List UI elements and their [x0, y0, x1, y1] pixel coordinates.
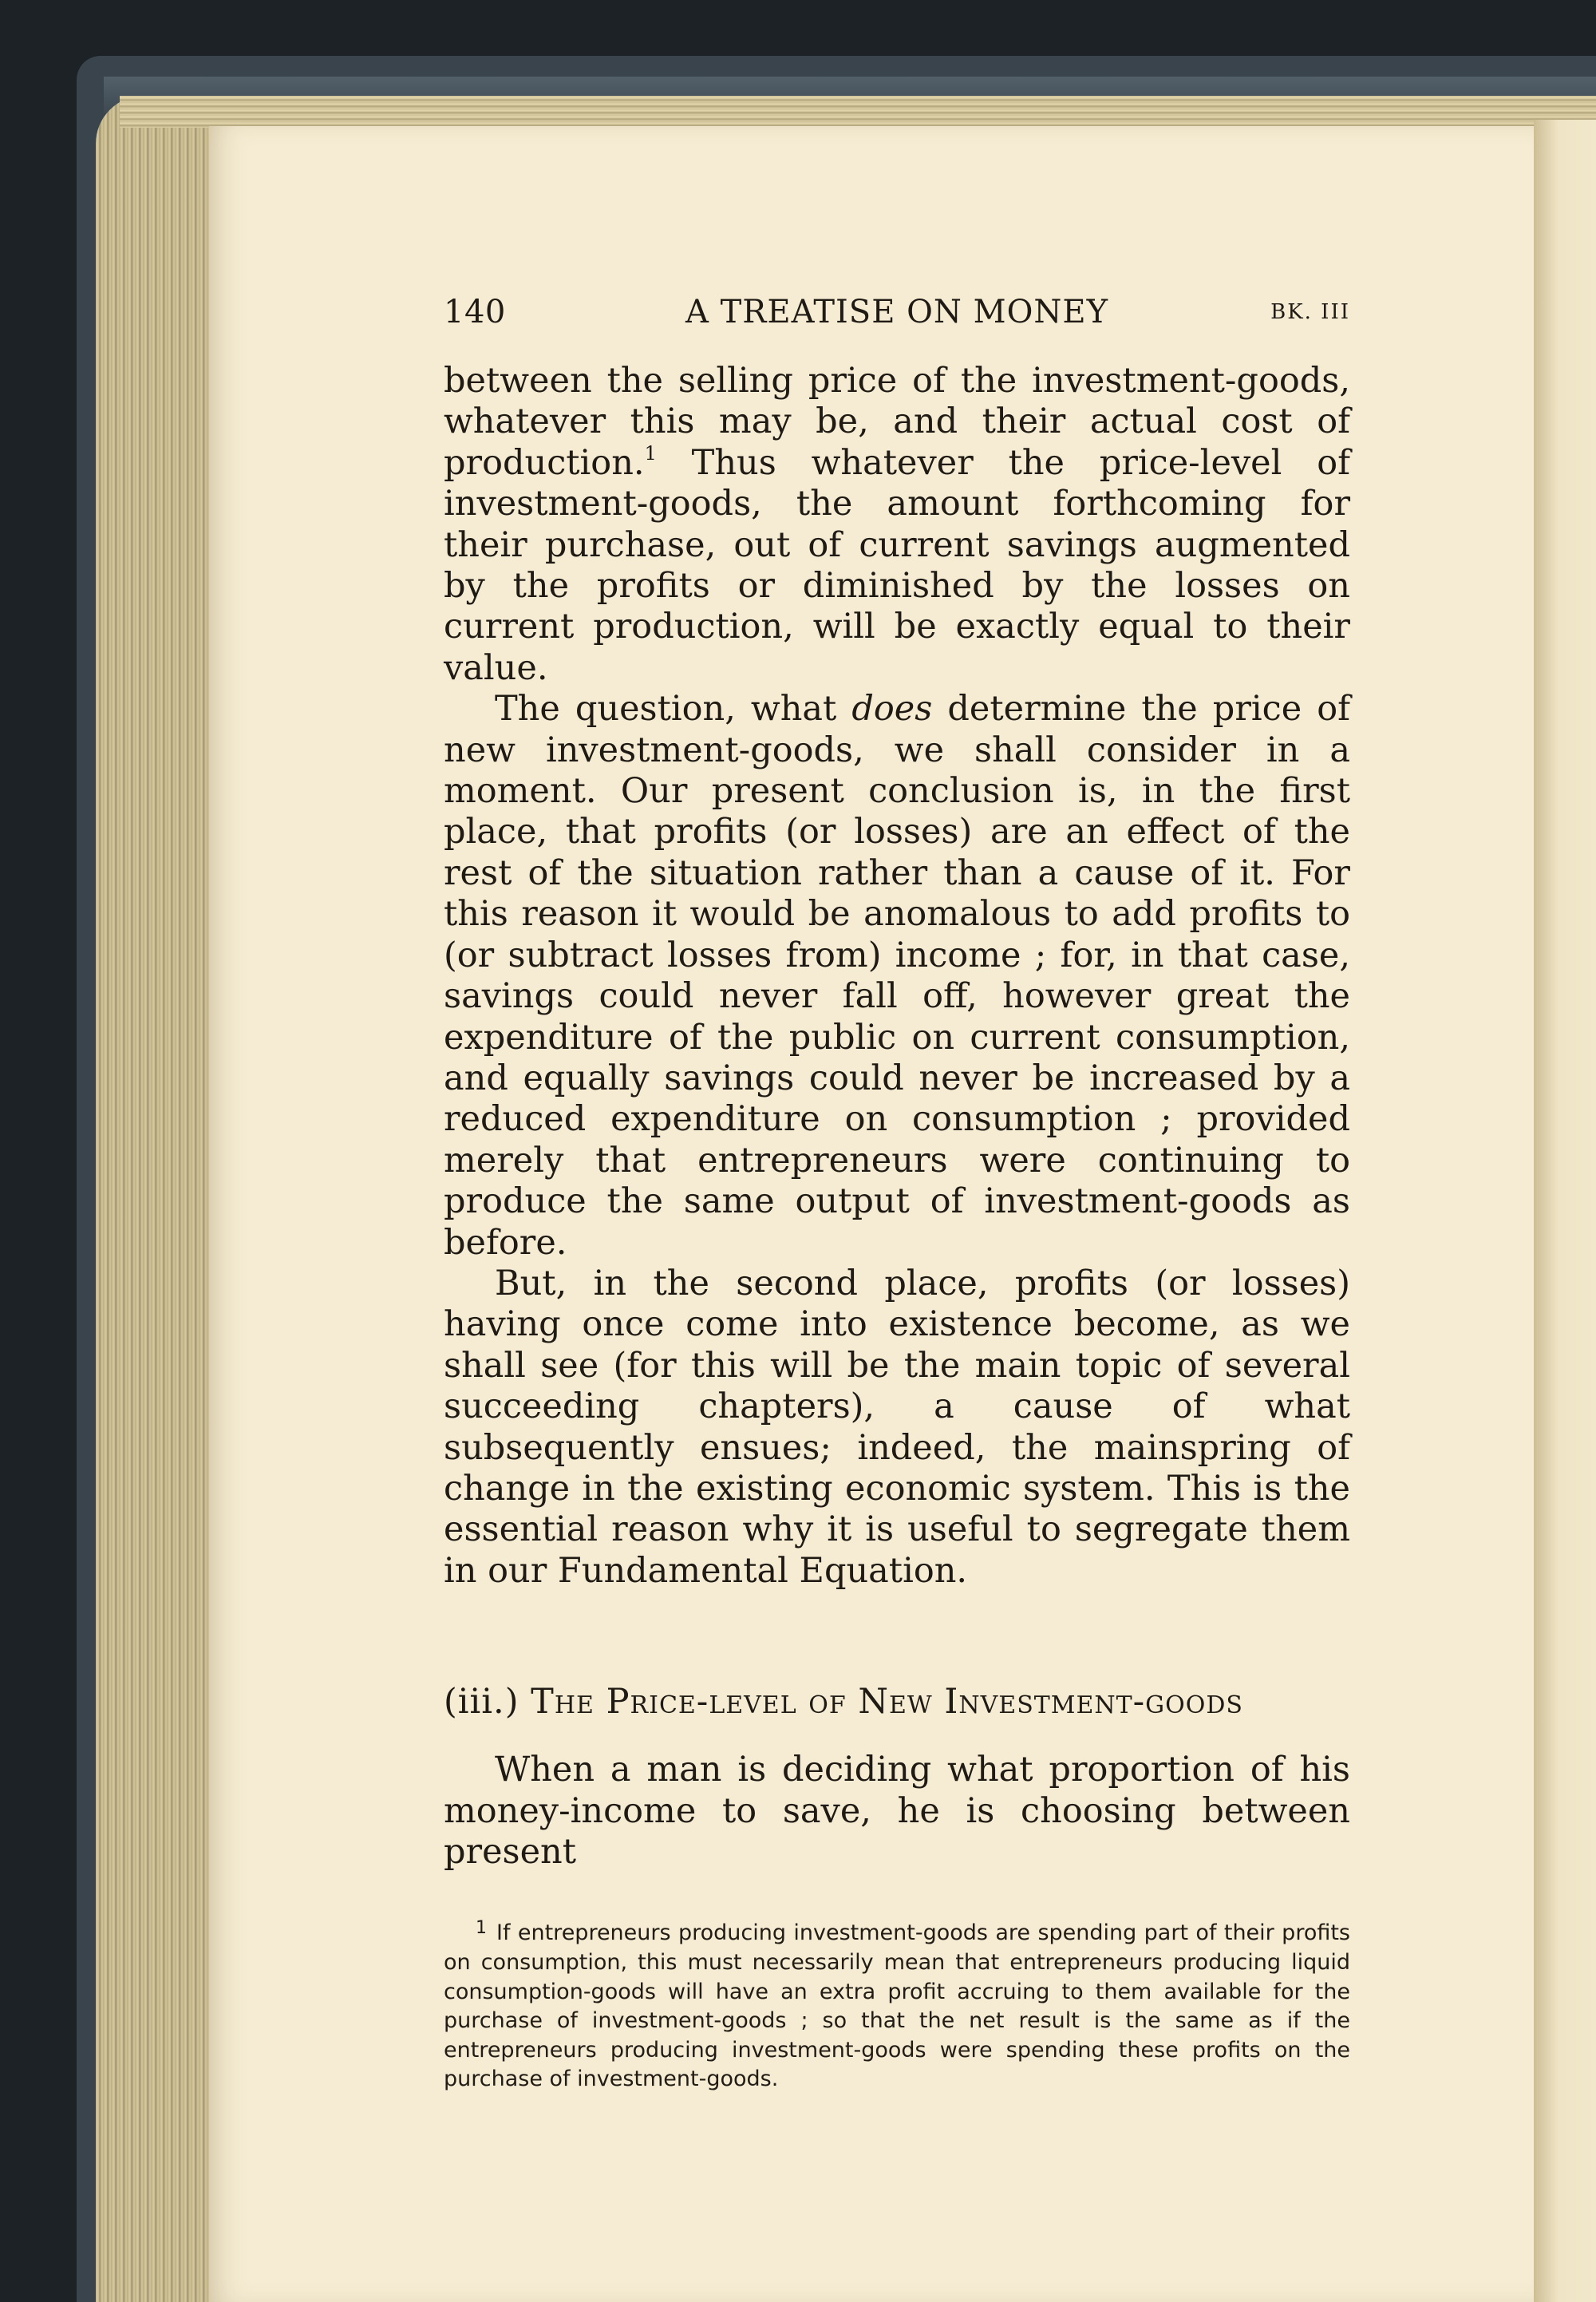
paragraph-1-text-a: between the selling price of the investment-goods, whatever this may be, and their actual cost of production. — [444, 361, 1350, 483]
paragraph-2 — [444, 689, 1350, 1264]
footnote-reference: 1 — [644, 441, 657, 465]
paragraph-3: But, in the second place, profits (or losses) having once come into existence become, as we shall see (for this will be the main topic of several succeeding chapters), a cause of what subsequently ensues; indeed, the mainspring of change in the existing economic system. This is the essential reason why it is useful to segregate them in our Fundamental Equation. — [444, 1263, 1350, 1591]
section-heading — [444, 1681, 1350, 1723]
page-edges-top — [120, 96, 1596, 128]
running-head — [444, 294, 1350, 342]
running-title: A TREATISE ON MONEY — [685, 294, 1108, 330]
section-number: (iii.) — [444, 1682, 519, 1723]
footnote-text: If entrepreneurs producing investment-goods are spending part of their profits on consumption, this must necessarily mean that entrepreneurs producing liquid consumption-goods will have an extra profit accruing to them available for the purchase of investment-goods ; so that the net result is the same as if the entrepreneurs producing investment-goods were spending these profits on the purchase of investment-goods. — [444, 1920, 1350, 2092]
page-edges-left — [96, 96, 215, 2302]
book-marker: BK. III — [1270, 300, 1350, 324]
paragraph-2-emphasis: does — [851, 689, 933, 730]
body-text — [444, 361, 1350, 1592]
section-paragraph: When a man is deciding what proportion of his money-income to save, he is choosing between present — [444, 1750, 1350, 1872]
facing-page-edge — [1534, 120, 1596, 2302]
section-title: The Price-level of New Investment-goods — [531, 1682, 1243, 1723]
page-content — [444, 294, 1350, 2094]
page-number: 140 — [444, 294, 506, 330]
paragraph-1-text-b: Thus whatever the price-level of investment-goods, the amount forthcoming for their purchase, out of current savings augmented by the profits or diminished by the losses on current production, will be exactly equal to their value. — [444, 442, 1350, 688]
footnote — [444, 1914, 1350, 2094]
paragraph-1 — [444, 361, 1350, 689]
paragraph-2-text-b: determine the price of new investment-goods, we shall consider in a moment. Our present conclusion is, in the first place, that profits (or losses) are an effect of the rest of the situation rather than a cause of it. For this reason it would be anomalous to add profits to (or subtract losses from) income ; for, in that case, savings could never fall off, however great the expenditure of the public on current consumption, and equally savings could never be increased by a reduced expenditure on consumption ; provided merely that entrepreneurs were continuing to produce the same output of investment-goods as before. — [444, 689, 1351, 1263]
footnote-mark: 1 — [476, 1918, 487, 1939]
paragraph-2-text-a: The question, what — [495, 689, 852, 730]
